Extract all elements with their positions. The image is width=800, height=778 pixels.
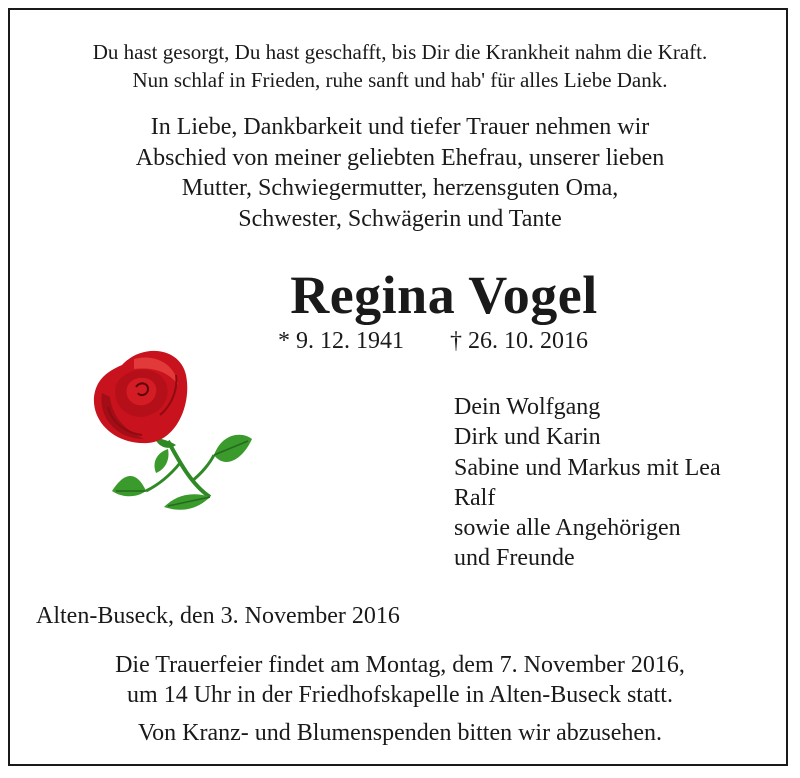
motto-line: Nun schlaf in Frieden, ruhe sanft und hab' für alles Liebe Dank. — [132, 68, 668, 92]
death-date: † 26. 10. 2016 — [450, 328, 588, 354]
announcement-line: Mutter, Schwiegermutter, herzensguten Oma, — [181, 175, 619, 201]
mourners-list — [454, 392, 721, 574]
service-line: um 14 Uhr in der Friedhofskapelle in Alten-Buseck statt. — [127, 682, 673, 708]
mourner-item: sowie alle Angehörigen — [454, 515, 681, 542]
red-rose-icon — [72, 345, 257, 515]
announcement-line: In Liebe, Dankbarkeit und tiefer Trauer nehmen wir — [150, 114, 650, 140]
funeral-service-info — [0, 650, 800, 710]
motto-line: Du hast gesorgt, Du hast geschafft, bis Dir die Krankheit nahm die Kraft. — [92, 40, 708, 64]
mourner-item: Dirk und Karin — [454, 424, 601, 451]
announcement-line: Abschied von meiner geliebten Ehefrau, unserer lieben — [135, 144, 665, 171]
birth-date: * 9. 12. 1941 — [278, 328, 404, 354]
memorial-motto — [0, 38, 800, 94]
announcement-line: Schwester, Schwägerin und Tante — [238, 205, 562, 232]
place-and-date: Alten-Buseck, den 3. November 2016 — [36, 603, 400, 629]
service-line: Die Trauerfeier findet am Montag, dem 7. November 2016, — [115, 652, 685, 678]
mourner-item: und Freunde — [454, 545, 575, 572]
flowers-note: Von Kranz- und Blumenspenden bitten wir abzusehen. — [137, 720, 663, 746]
deceased-name: Regina Vogel — [290, 265, 598, 325]
mourner-item: Dein Wolfgang — [454, 394, 601, 420]
mourner-item: Sabine und Markus mit Lea — [454, 454, 721, 481]
mourner-item: Ralf — [454, 484, 496, 511]
announcement-text — [0, 112, 800, 234]
